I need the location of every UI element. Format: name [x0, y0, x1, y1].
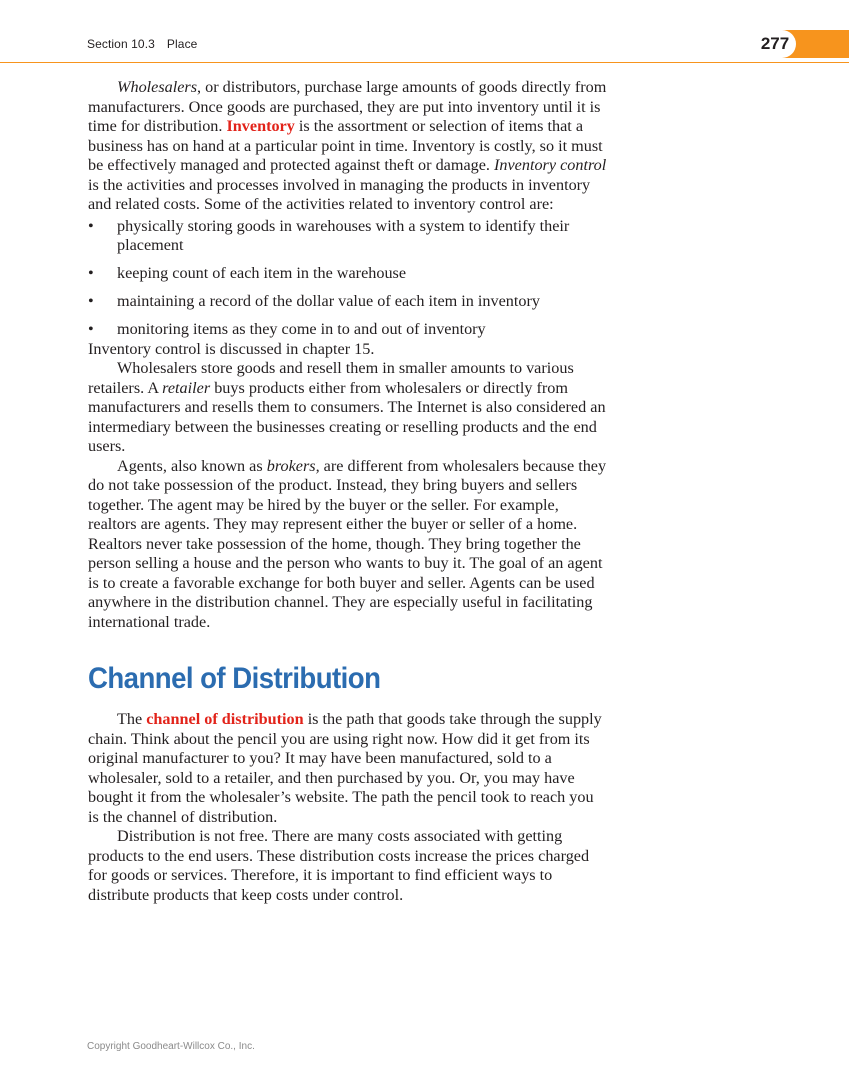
page-number: 277: [754, 30, 796, 58]
copyright-footer: Copyright Goodheart-Willcox Co., Inc.: [87, 1041, 255, 1052]
section-heading: Channel of Distribution: [88, 662, 381, 695]
italic-term-retailer: retailer: [162, 378, 211, 397]
key-term-channel-of-distribution: channel of distribution: [146, 710, 304, 728]
bullet-icon: •: [88, 320, 94, 338]
paragraph-wholesalers: Wholesalers, or distributors, purchase large amounts of goods directly from manufacturers. Once goods are purchased, they are put into inventory until it is time for distribution. Inventory is the assortment or selection of items that a business has on hand at a particular point in time. Inventory is costly, so it must be effectively managed and protected against theft or damage. Inventory control is the activities and processes involved in managing the products in inventory and related costs. Some of the activities related to inventory control are:: [88, 78, 607, 213]
italic-term-wholesalers: Wholesalers: [117, 78, 198, 96]
paragraph-retailers: Wholesalers store goods and resell them in smaller amounts to various retailers. A retailer buys products either from wholesalers or directly from manufacturers and resells them to consumers. The Internet is also considered an intermediary between the businesses creating or reselling products and the end users.: [88, 359, 606, 455]
list-item: • physically storing goods in warehouses with a system to identify their placement: [88, 216, 570, 254]
italic-term-inventory-control: Inventory control: [494, 156, 607, 174]
list-item: • monitoring items as they come in to and out of inventory: [88, 320, 486, 338]
paragraph-distribution-costs: Distribution is not free. There are many costs associated with getting products to the end users. These distribution costs increase the prices charged for goods or services. Therefore, it is important to find efficient ways to distribute products that keep costs under control.: [88, 827, 590, 904]
running-head: [87, 37, 197, 51]
bullet-icon: •: [88, 264, 94, 282]
list-item: • keeping count of each item in the warehouse: [88, 264, 407, 282]
bullet-icon: •: [88, 216, 94, 235]
section-label: Section 10.3: [87, 37, 155, 51]
italic-term-brokers: brokers,: [266, 456, 320, 475]
paragraph-inventory-note: Inventory control is discussed in chapter 15.: [88, 339, 375, 358]
page-content: [88, 78, 608, 905]
paragraph-channel-definition: The channel of distribution is the path that goods take through the supply chain. Think about the pencil you are using right now. How did it get from its original manufacturer to you? It may have been manufactured, sold to a wholesaler, sold to a retailer, and then purchased by you. Or, you may have bought it from the wholesaler’s website. The path the pencil took to reach you is the channel of distribution.: [88, 710, 602, 826]
inventory-activities-list: [88, 217, 608, 340]
bullet-icon: •: [88, 292, 94, 310]
key-term-inventory: Inventory: [226, 117, 295, 135]
page-header: [0, 0, 849, 63]
list-item: • maintaining a record of the dollar value of each item in inventory: [88, 292, 540, 310]
paragraph-agents: Agents, also known as brokers, are different from wholesalers because they do not take possession of the product. Instead, they bring buyers and sellers together. The agent may be hired by the buyer or the seller. For example, realtors are agents. They may represent either the buyer or seller of a home. Realtors never take possession of the home, though. They bring together the person selling a house and the person who wants to buy it. The goal of an agent is to create a favorable exchange for both buyer and seller. Agents can be used anywhere in the distribution channel. They are especially useful in facilitating international trade.: [88, 456, 607, 631]
section-title: Place: [166, 37, 198, 51]
